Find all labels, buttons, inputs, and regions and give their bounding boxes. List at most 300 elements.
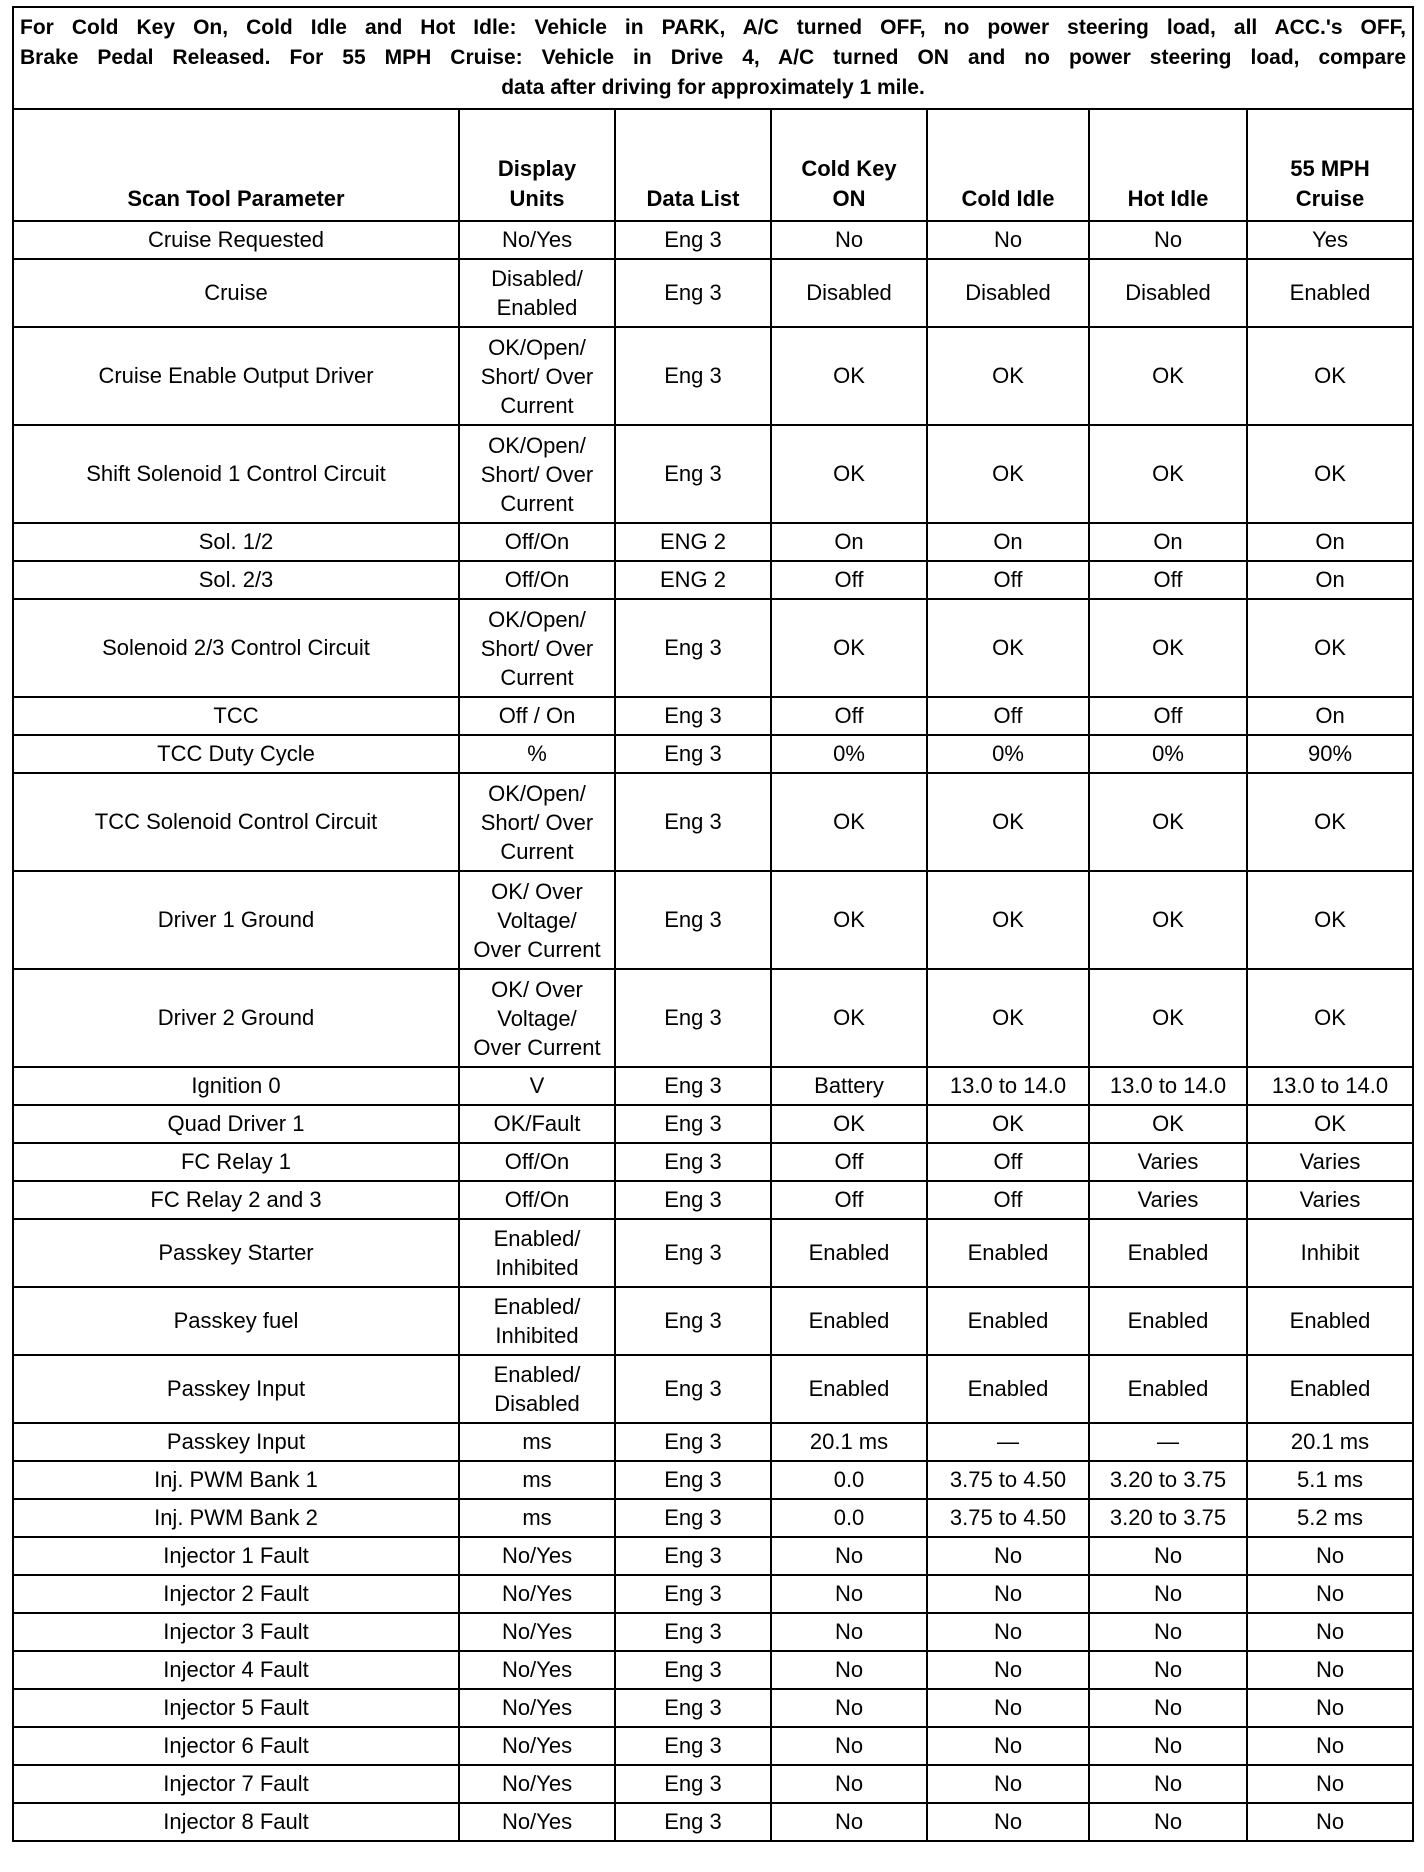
cell-parameter — [13, 327, 459, 425]
cell-text-line: Off — [993, 567, 1023, 592]
cell-data-list — [615, 1613, 771, 1651]
cell-text-line: Disabled/ — [491, 266, 583, 291]
cell-display-units — [459, 1689, 615, 1727]
cell-text-line: Enabled — [808, 1240, 890, 1265]
cell-text-line: 13.0 to 14.0 — [1271, 1073, 1389, 1098]
cell-text-line: Disabled — [1125, 280, 1211, 305]
header-hot-idle — [1089, 109, 1247, 221]
cell-text-line: Enabled — [1127, 1376, 1209, 1401]
table-row — [13, 735, 1413, 773]
cell-55-mph-cruise — [1247, 1067, 1413, 1105]
cell-parameter — [13, 1181, 459, 1219]
cell-text-line: No — [834, 1809, 864, 1834]
cell-text-line: Off — [834, 703, 864, 728]
cell-hot-idle — [1089, 1499, 1247, 1537]
cell-text-line: 3.75 to 4.50 — [949, 1505, 1067, 1530]
table-row — [13, 221, 1413, 259]
cell-display-units — [459, 561, 615, 599]
cell-55-mph-cruise — [1247, 259, 1413, 327]
cell-cold-idle — [927, 1355, 1089, 1423]
cell-text-line: ms — [522, 1429, 552, 1454]
cell-cold-key-on — [771, 1219, 927, 1287]
cell-hot-idle — [1089, 523, 1247, 561]
cell-cold-key-on — [771, 1727, 927, 1765]
cell-cold-key-on — [771, 1499, 927, 1537]
test-conditions-note — [13, 7, 1413, 109]
cell-text-line: Enabled — [967, 1308, 1049, 1333]
cell-text-line: Enabled — [1127, 1308, 1209, 1333]
cell-cold-idle — [927, 425, 1089, 523]
cell-text-line: OK — [1314, 363, 1346, 388]
cell-text-line: Cruise Requested — [147, 227, 325, 252]
cell-text-line: Eng 3 — [664, 1771, 722, 1796]
cell-cold-idle — [927, 327, 1089, 425]
table-row — [13, 1355, 1413, 1423]
cell-cold-idle — [927, 1461, 1089, 1499]
cell-parameter — [13, 1537, 459, 1575]
cell-data-list — [615, 1727, 771, 1765]
cell-cold-idle — [927, 969, 1089, 1067]
cell-text-line: OK — [992, 809, 1024, 834]
cell-data-list — [615, 735, 771, 773]
header-text-line: Units — [509, 186, 565, 211]
cell-text-line: No — [1153, 1581, 1183, 1606]
cell-text-line: No — [834, 1657, 864, 1682]
cell-cold-idle — [927, 1287, 1089, 1355]
cell-text-line: OK/Open/ — [488, 334, 586, 360]
cell-parameter — [13, 1689, 459, 1727]
cell-text-line: Off/On — [504, 1149, 570, 1174]
cell-text-line: Eng 3 — [664, 1505, 722, 1530]
cell-text-line: Injector 5 Fault — [163, 1695, 309, 1720]
cell-text-line: Eng 3 — [664, 1543, 722, 1568]
cell-text-line: OK — [833, 907, 865, 932]
cell-data-list — [615, 1537, 771, 1575]
cell-text-line: 3.20 to 3.75 — [1109, 1505, 1227, 1530]
cell-text-line: Eng 3 — [664, 635, 722, 660]
cell-display-units — [459, 1423, 615, 1461]
cell-cold-key-on — [771, 1067, 927, 1105]
cell-text-line: Eng 3 — [664, 227, 722, 252]
cell-parameter — [13, 697, 459, 735]
cell-display-units — [459, 735, 615, 773]
cell-display-units — [459, 1181, 615, 1219]
cell-parameter — [13, 1461, 459, 1499]
cell-text-line: Off / On — [498, 703, 576, 728]
cell-55-mph-cruise — [1247, 327, 1413, 425]
cell-cold-idle — [927, 1499, 1089, 1537]
table-row — [13, 773, 1413, 871]
cell-display-units — [459, 1461, 615, 1499]
cell-text-line: Off — [993, 1149, 1023, 1174]
cell-hot-idle — [1089, 1355, 1247, 1423]
note-line-1: For Cold Key On, Cold Idle and Hot Idle: Vehicle in PARK, A/C turned OFF, no power steering load, all ACC.'s OFF, — [20, 16, 1407, 39]
cell-hot-idle — [1089, 1765, 1247, 1803]
cell-text-line: OK — [833, 461, 865, 486]
cell-text-line: Eng 3 — [664, 1149, 722, 1174]
cell-text-line: No — [993, 227, 1023, 252]
cell-text-line: No — [834, 1619, 864, 1644]
cell-display-units — [459, 1287, 615, 1355]
cell-text-line: Eng 3 — [664, 1619, 722, 1644]
cell-text-line: Current — [500, 838, 574, 864]
cell-text-line: Eng 3 — [664, 809, 722, 834]
cell-text-line: Off — [1153, 567, 1183, 592]
cell-data-list — [615, 425, 771, 523]
cell-hot-idle — [1089, 425, 1247, 523]
cell-display-units — [459, 221, 615, 259]
cell-cold-key-on — [771, 221, 927, 259]
cell-data-list — [615, 871, 771, 969]
cell-cold-idle — [927, 1575, 1089, 1613]
cell-text-line: Cruise — [204, 280, 268, 305]
cell-cold-idle — [927, 1105, 1089, 1143]
cell-parameter — [13, 1355, 459, 1423]
cell-text-line: No — [1315, 1543, 1345, 1568]
cell-text-line: OK/ Over — [491, 976, 583, 1002]
cell-text-line: Over Current — [473, 936, 601, 962]
cell-text-line: 0% — [1152, 741, 1184, 766]
cell-cold-key-on — [771, 523, 927, 561]
cell-text-line: OK — [1152, 461, 1184, 486]
cell-parameter — [13, 1613, 459, 1651]
cell-cold-key-on — [771, 561, 927, 599]
cell-hot-idle — [1089, 1727, 1247, 1765]
cell-text-line: Off — [834, 1149, 864, 1174]
cell-display-units — [459, 425, 615, 523]
cell-text-line: TCC Solenoid Control Circuit — [94, 809, 378, 834]
cell-data-list — [615, 1461, 771, 1499]
cell-text-line: No/Yes — [501, 1733, 573, 1758]
cell-55-mph-cruise — [1247, 1143, 1413, 1181]
cell-cold-idle — [927, 561, 1089, 599]
cell-text-line: OK — [1152, 1005, 1184, 1030]
cell-text-line: 0.0 — [833, 1505, 865, 1530]
cell-cold-key-on — [771, 1355, 927, 1423]
cell-hot-idle — [1089, 871, 1247, 969]
table-row — [13, 1499, 1413, 1537]
cell-display-units — [459, 1803, 615, 1841]
cell-hot-idle — [1089, 599, 1247, 697]
cell-55-mph-cruise — [1247, 1613, 1413, 1651]
header-display-units — [459, 109, 615, 221]
cell-cold-key-on — [771, 1181, 927, 1219]
cell-text-line: OK/Open/ — [488, 606, 586, 632]
header-cold-key-on — [771, 109, 927, 221]
cell-text-line: OK/Open/ — [488, 432, 586, 458]
cell-data-list — [615, 1067, 771, 1105]
table-row — [13, 1143, 1413, 1181]
cell-text-line: No/Yes — [501, 1657, 573, 1682]
cell-cold-key-on — [771, 1803, 927, 1841]
cell-55-mph-cruise — [1247, 969, 1413, 1067]
cell-text-line: 0% — [992, 741, 1024, 766]
cell-text-line: OK/Open/ — [488, 780, 586, 806]
header-text-line: 55 MPH — [1290, 156, 1370, 181]
cell-text-line: OK — [992, 635, 1024, 660]
cell-cold-key-on — [771, 871, 927, 969]
cell-data-list — [615, 599, 771, 697]
cell-text-line: Inj. PWM Bank 1 — [154, 1467, 318, 1492]
cell-55-mph-cruise — [1247, 1355, 1413, 1423]
cell-text-line: Off — [993, 1187, 1023, 1212]
cell-text-line: — — [997, 1429, 1019, 1454]
cell-parameter — [13, 523, 459, 561]
note-line-3: data after driving for approximately 1 mile. — [501, 76, 925, 99]
cell-data-list — [615, 327, 771, 425]
table-row — [13, 969, 1413, 1067]
cell-text-line: Driver 2 Ground — [157, 1005, 315, 1030]
cell-text-line: Injector 4 Fault — [163, 1657, 309, 1682]
cell-text-line: No/Yes — [501, 1543, 573, 1568]
cell-text-line: Off — [1153, 703, 1183, 728]
cell-cold-key-on — [771, 1765, 927, 1803]
cell-text-line: OK/Fault — [493, 1111, 581, 1136]
cell-cold-idle — [927, 1651, 1089, 1689]
cell-text-line: Inhibited — [495, 1255, 579, 1280]
cell-parameter — [13, 1067, 459, 1105]
cell-text-line: Off/On — [504, 529, 570, 554]
cell-55-mph-cruise — [1247, 599, 1413, 697]
cell-cold-idle — [927, 1727, 1089, 1765]
cell-text-line: 13.0 to 14.0 — [949, 1073, 1067, 1098]
cell-parameter — [13, 969, 459, 1067]
cell-text-line: 20.1 ms — [1290, 1429, 1370, 1454]
table-row — [13, 1423, 1413, 1461]
cell-cold-idle — [927, 259, 1089, 327]
cell-text-line: No/Yes — [501, 1581, 573, 1606]
cell-text-line: 5.1 ms — [1297, 1467, 1364, 1492]
table-row — [13, 327, 1413, 425]
table-row — [13, 1575, 1413, 1613]
cell-text-line: No — [834, 1695, 864, 1720]
cell-text-line: Eng 3 — [664, 1187, 722, 1212]
cell-text-line: TCC Duty Cycle — [157, 741, 315, 766]
cell-hot-idle — [1089, 1287, 1247, 1355]
cell-text-line: OK — [992, 1005, 1024, 1030]
cell-cold-key-on — [771, 327, 927, 425]
cell-55-mph-cruise — [1247, 561, 1413, 599]
cell-display-units — [459, 259, 615, 327]
cell-cold-idle — [927, 1423, 1089, 1461]
cell-data-list — [615, 1575, 771, 1613]
cell-data-list — [615, 1689, 771, 1727]
cell-data-list — [615, 1765, 771, 1803]
cell-55-mph-cruise — [1247, 735, 1413, 773]
cell-display-units — [459, 1143, 615, 1181]
cell-text-line: Off/On — [504, 567, 570, 592]
cell-text-line: Injector 8 Fault — [163, 1809, 309, 1834]
cell-parameter — [13, 599, 459, 697]
header-text-line: Cruise — [1295, 186, 1365, 211]
cell-text-line: Enabled/ — [493, 1294, 581, 1319]
cell-text-line: Sol. 1/2 — [198, 529, 274, 554]
table-row — [13, 1105, 1413, 1143]
cell-text-line: OK — [1314, 1005, 1346, 1030]
header-text-line: Hot Idle — [1127, 186, 1209, 211]
cell-hot-idle — [1089, 1423, 1247, 1461]
cell-text-line: Cruise Enable Output Driver — [98, 363, 374, 388]
cell-display-units — [459, 1575, 615, 1613]
cell-55-mph-cruise — [1247, 1423, 1413, 1461]
cell-text-line: Short/ Over — [480, 461, 594, 487]
cell-55-mph-cruise — [1247, 523, 1413, 561]
cell-hot-idle — [1089, 735, 1247, 773]
table-row — [13, 1651, 1413, 1689]
cell-parameter — [13, 1575, 459, 1613]
cell-text-line: Enabled — [967, 1376, 1049, 1401]
cell-display-units — [459, 697, 615, 735]
cell-text-line: Solenoid 2/3 Control Circuit — [102, 635, 370, 660]
cell-text-line: OK — [1314, 809, 1346, 834]
cell-hot-idle — [1089, 1803, 1247, 1841]
cell-text-line: No — [993, 1581, 1023, 1606]
cell-data-list — [615, 1143, 771, 1181]
cell-text-line: No/Yes — [501, 1619, 573, 1644]
cell-text-line: Driver 1 Ground — [157, 907, 315, 932]
cell-text-line: 3.75 to 4.50 — [949, 1467, 1067, 1492]
cell-text-line: Varies — [1299, 1149, 1361, 1174]
cell-parameter — [13, 1423, 459, 1461]
cell-display-units — [459, 969, 615, 1067]
header-data-list — [615, 109, 771, 221]
cell-text-line: Enabled — [1127, 1240, 1209, 1265]
cell-text-line: Short/ Over — [480, 635, 594, 661]
cell-data-list — [615, 1423, 771, 1461]
cell-display-units — [459, 1651, 615, 1689]
cell-data-list — [615, 773, 771, 871]
cell-cold-idle — [927, 523, 1089, 561]
cell-text-line: FC Relay 2 and 3 — [150, 1187, 322, 1212]
cell-cold-key-on — [771, 1537, 927, 1575]
cell-text-line: OK — [1152, 635, 1184, 660]
table-row — [13, 1689, 1413, 1727]
cell-text-line: Injector 2 Fault — [163, 1581, 309, 1606]
header-text-line: Data List — [646, 186, 740, 211]
cell-text-line: No — [1315, 1771, 1345, 1796]
cell-hot-idle — [1089, 1613, 1247, 1651]
cell-text-line: Passkey Starter — [158, 1240, 314, 1265]
cell-55-mph-cruise — [1247, 1727, 1413, 1765]
cell-hot-idle — [1089, 1537, 1247, 1575]
cell-text-line: 0.0 — [833, 1467, 865, 1492]
cell-hot-idle — [1089, 1105, 1247, 1143]
table-row — [13, 1181, 1413, 1219]
cell-display-units — [459, 523, 615, 561]
cell-text-line: Disabled — [965, 280, 1051, 305]
cell-data-list — [615, 1287, 771, 1355]
cell-text-line: Varies — [1299, 1187, 1361, 1212]
cell-display-units — [459, 599, 615, 697]
cell-text-line: Yes — [1312, 227, 1348, 252]
cell-text-line: On — [1315, 529, 1345, 554]
cell-text-line: OK — [1314, 461, 1346, 486]
cell-text-line: Enabled — [496, 295, 578, 320]
cell-text-line: Off — [993, 703, 1023, 728]
cell-cold-key-on — [771, 1575, 927, 1613]
cell-cold-key-on — [771, 599, 927, 697]
cell-text-line: Shift Solenoid 1 Control Circuit — [86, 461, 386, 486]
cell-display-units — [459, 1219, 615, 1287]
cell-text-line: Enabled — [808, 1308, 890, 1333]
cell-text-line: OK/ Over — [491, 878, 583, 904]
cell-text-line: OK — [992, 461, 1024, 486]
cell-cold-idle — [927, 697, 1089, 735]
cell-display-units — [459, 1105, 615, 1143]
table-row — [13, 1219, 1413, 1287]
cell-text-line: ENG 2 — [659, 567, 727, 592]
cell-text-line: OK — [992, 1111, 1024, 1136]
cell-text-line: No — [834, 1733, 864, 1758]
cell-text-line: 90% — [1307, 741, 1353, 766]
table-row — [13, 1803, 1413, 1841]
cell-text-line: No — [1153, 1771, 1183, 1796]
cell-text-line: No — [1315, 1695, 1345, 1720]
cell-text-line: No — [1153, 1809, 1183, 1834]
table-row — [13, 561, 1413, 599]
cell-text-line: Eng 3 — [664, 1111, 722, 1136]
table-row — [13, 425, 1413, 523]
cell-text-line: Enabled — [967, 1240, 1049, 1265]
cell-data-list — [615, 969, 771, 1067]
cell-text-line: No — [993, 1657, 1023, 1682]
header-text-line: Display — [497, 156, 577, 181]
cell-parameter — [13, 561, 459, 599]
cell-text-line: 20.1 ms — [809, 1429, 889, 1454]
cell-text-line: No/Yes — [501, 227, 573, 252]
cell-text-line: Enabled/ — [493, 1226, 581, 1251]
cell-cold-key-on — [771, 969, 927, 1067]
cell-text-line: Eng 3 — [664, 907, 722, 932]
cell-text-line: Varies — [1137, 1149, 1199, 1174]
cell-text-line: Enabled — [1289, 1308, 1371, 1333]
cell-data-list — [615, 1105, 771, 1143]
cell-text-line: Current — [500, 392, 574, 418]
cell-text-line: Eng 3 — [664, 1240, 722, 1265]
cell-text-line: Battery — [814, 1073, 884, 1098]
cell-text-line: No — [834, 227, 864, 252]
cell-text-line: No — [1153, 1619, 1183, 1644]
cell-display-units — [459, 871, 615, 969]
cell-cold-idle — [927, 1613, 1089, 1651]
cell-text-line: Passkey fuel — [173, 1308, 299, 1333]
cell-text-line: Quad Driver 1 — [167, 1111, 305, 1136]
cell-hot-idle — [1089, 259, 1247, 327]
cell-55-mph-cruise — [1247, 1575, 1413, 1613]
cell-text-line: No — [1315, 1657, 1345, 1682]
cell-text-line: No/Yes — [501, 1809, 573, 1834]
cell-text-line: OK — [1314, 907, 1346, 932]
cell-hot-idle — [1089, 1651, 1247, 1689]
cell-parameter — [13, 425, 459, 523]
cell-cold-idle — [927, 1181, 1089, 1219]
cell-text-line: Eng 3 — [664, 741, 722, 766]
cell-text-line: Passkey Input — [166, 1429, 306, 1454]
cell-parameter — [13, 259, 459, 327]
cell-text-line: Disabled — [494, 1391, 580, 1416]
cell-text-line: — — [1157, 1429, 1179, 1454]
table-row — [13, 523, 1413, 561]
cell-data-list — [615, 1219, 771, 1287]
cell-display-units — [459, 773, 615, 871]
table-row — [13, 1287, 1413, 1355]
cell-text-line: On — [834, 529, 864, 554]
table-row — [13, 599, 1413, 697]
cell-text-line: Eng 3 — [664, 703, 722, 728]
cell-55-mph-cruise — [1247, 1689, 1413, 1727]
cell-cold-idle — [927, 1537, 1089, 1575]
table-row — [13, 1067, 1413, 1105]
